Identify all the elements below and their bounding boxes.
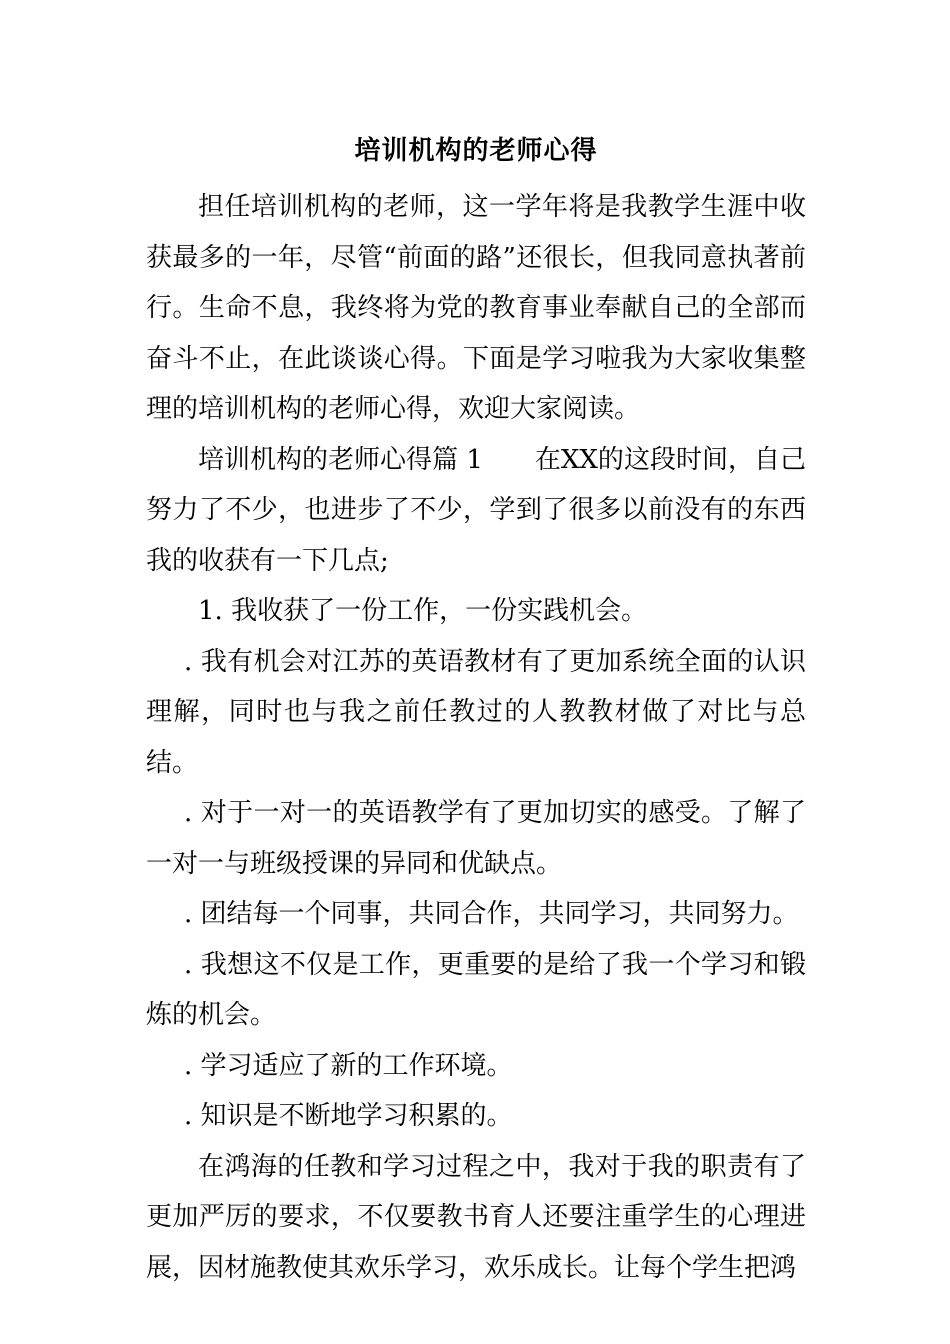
section-intro-text: 在XX的这段时间，自己努力了不少，也进步了不少，学到了很多以前没有的东西我的收获有一下几点; <box>146 444 806 576</box>
list-item-7: . 知识是不断地学习积累的。 <box>184 1101 513 1131</box>
section-paragraph <box>146 435 806 587</box>
section-heading: 培训机构的老师心得篇 1 <box>198 444 483 475</box>
list-item-6: . 学习适应了新的工作环境。 <box>184 1050 513 1081</box>
document-body <box>146 120 806 1293</box>
list-item-3: . 对于一对一的英语教学有了更加切实的感受。了解了一对一与班级授课的异同和优缺点。 <box>146 798 806 879</box>
list-item-4: . 团结每一个同事，共同合作，共同学习，共同努力。 <box>184 899 799 929</box>
intro-paragraph: 担任培训机构的老师，这一学年将是我教学生涯中收获最多的一年，尽管“前面的路”还很长，但我同意执著前行。生命不息，我终将为党的教育事业奉献自己的全部而奋斗不止，在此谈谈心得。下面是学习啦我为大家收集整理的培训机构的老师心得，欢迎大家阅读。 <box>146 192 806 424</box>
list-item-1: 1. 我收获了一份工作，一份实践机会。 <box>198 596 648 626</box>
list-item-2: . 我有机会对江苏的英语教材有了更加系统全面的认识理解，同时也与我之前任教过的人教教材做了对比与总结。 <box>146 646 806 778</box>
list-item-5: . 我想这不仅是工作，更重要的是给了我一个学习和锻炼的机会。 <box>146 949 806 1030</box>
document-title: 培训机构的老师心得 <box>354 136 598 166</box>
closing-paragraph: 在鸿海的任教和学习过程之中，我对于我的职责有了更加严厉的要求，不仅要教书育人还要注重学生的心理进展，因材施教使其欢乐学习，欢乐成长。让每个学生把鸿 <box>146 1151 806 1283</box>
